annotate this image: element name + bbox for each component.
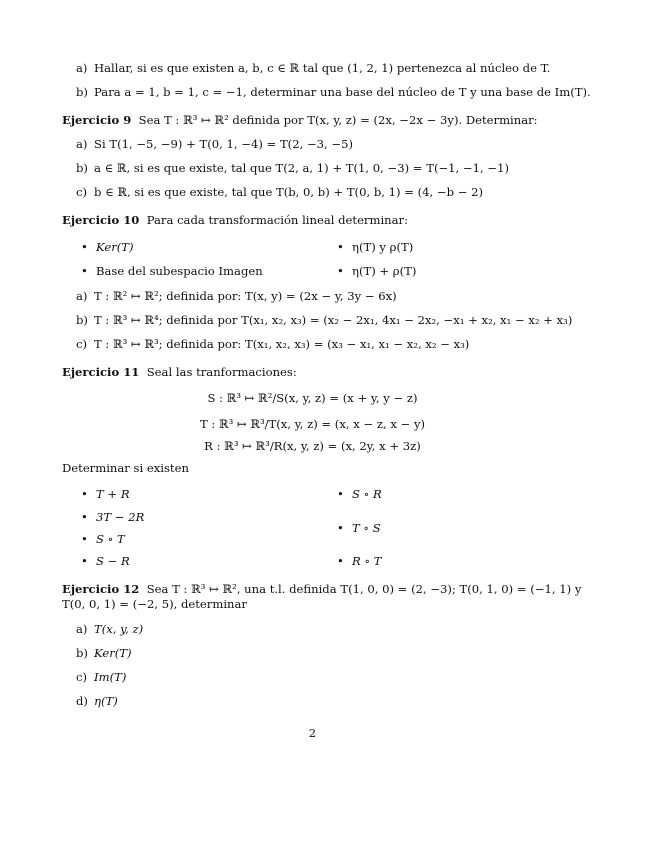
item-label: c) — [76, 670, 88, 684]
ej12-item-a — [76, 623, 143, 637]
ej11-bullet-s-o-r — [337, 488, 382, 502]
item-label: d) — [76, 694, 88, 708]
item-text: b ∈ ℝ, si es que existe, tal que T(b, 0, b) + T(0, b, 1) = (4, −b − 2) — [94, 185, 483, 199]
item-label: b) — [76, 313, 88, 327]
ej11-title: Ejercicio 11 — [62, 365, 140, 379]
ej10-bullet-eta-rho — [337, 241, 413, 255]
ej11-equation-r — [0, 440, 625, 454]
item-text: Hallar, si es que existen a, b, c ∈ ℝ tal que (1, 2, 1) pertenezca al núcleo de T. — [94, 61, 551, 75]
ej11-bullet-s-o-t — [81, 533, 125, 547]
equation-text: R : ℝ³ ↦ ℝ³/R(x, y, z) = (x, 2y, x + 3z) — [204, 439, 421, 453]
item-label: c) — [76, 337, 88, 351]
bullet-text: 3T − 2R — [96, 510, 145, 524]
ej9-statement: Sea T : ℝ³ ↦ ℝ² definida por T(x, y, z) = (2x, −2x − 3y). Determinar: — [138, 113, 538, 127]
bullet-text: T ∘ S — [352, 521, 381, 535]
bullet-icon: • — [81, 532, 88, 546]
item-label: c) — [76, 185, 88, 199]
bullet-icon: • — [81, 510, 88, 524]
bullet-icon: • — [81, 264, 88, 278]
ej10-statement: Para cada transformación lineal determinar: — [146, 213, 408, 227]
ej11-heading — [62, 366, 297, 380]
bullet-icon: • — [81, 240, 88, 254]
equation-text: T : ℝ³ ↦ ℝ³/T(x, y, z) = (x, x − z, x − y) — [199, 417, 426, 431]
bullet-icon: • — [337, 487, 344, 501]
ej11-bullet-t-o-s — [337, 522, 381, 536]
bullet-icon: • — [337, 264, 344, 278]
bullet-text: η(T) y ρ(T) — [352, 240, 414, 254]
bullet-text: S − R — [96, 554, 130, 568]
ej11-determine: Determinar si existen — [62, 461, 189, 475]
bullet-text: η(T) + ρ(T) — [352, 264, 417, 278]
top-item-b — [76, 86, 591, 100]
ej10-bullet-sum — [337, 265, 416, 279]
item-text: T : ℝ² ↦ ℝ²; definida por: T(x, y) = (2x − y, 3y − 6x) — [94, 289, 397, 303]
item-text: Para a = 1, b = 1, c = −1, determinar una base del núcleo de T y una base de Im(T). — [94, 85, 591, 99]
ej10-heading — [62, 214, 408, 228]
ej10-title: Ejercicio 10 — [62, 213, 140, 227]
bullet-text: R ∘ T — [352, 554, 382, 568]
ej10-bullet-ker — [81, 241, 134, 255]
ej11-statement: Seal las tranformaciones: — [146, 365, 297, 379]
equation-text: S : ℝ³ ↦ ℝ²/S(x, y, z) = (x + y, y − z) — [207, 391, 418, 405]
bullet-text: S ∘ R — [352, 487, 382, 501]
ej11-bullet-t-plus-r — [81, 488, 130, 502]
item-text: Ker(T) — [94, 646, 132, 660]
bullet-text: Ker(T) — [96, 240, 134, 254]
ej11-bullet-3t-2r — [81, 511, 144, 525]
ej11-equation-t — [0, 418, 625, 432]
item-text: T : ℝ³ ↦ ℝ⁴; definida por T(x₁, x₂, x₃) = (x₂ − 2x₁, 4x₁ − 2x₂, −x₁ + x₂, x₁ − x₂ + x₃) — [94, 313, 573, 327]
bullet-text: S ∘ T — [96, 532, 125, 546]
item-label: a) — [76, 137, 88, 151]
item-text: T(x, y, z) — [94, 622, 144, 636]
item-text: η(T) — [94, 694, 118, 708]
top-item-a — [76, 62, 550, 76]
item-label: b) — [76, 646, 88, 660]
ej12-statement-line2: T(0, 0, 1) = (−2, 5), determinar — [62, 597, 247, 611]
ej12-title: Ejercicio 12 — [62, 582, 140, 596]
item-label: b) — [76, 85, 88, 99]
ej9-item-b — [76, 162, 509, 176]
ej9-heading — [62, 114, 538, 128]
ej11-bullet-s-minus-r — [81, 555, 130, 569]
ej11-equation-s — [0, 392, 625, 406]
bullet-icon: • — [81, 487, 88, 501]
item-label: a) — [76, 622, 88, 636]
bullet-icon: • — [337, 554, 344, 568]
ej9-item-c — [76, 186, 483, 200]
bullet-icon: • — [337, 240, 344, 254]
ej11-bullet-r-o-t — [337, 555, 382, 569]
ej9-title: Ejercicio 9 — [62, 113, 132, 127]
ej10-item-c — [76, 338, 469, 352]
ej10-item-b — [76, 314, 572, 328]
bullet-icon: • — [81, 554, 88, 568]
bullet-text: T + R — [96, 487, 130, 501]
ej12-statement-1: Sea T : ℝ³ ↦ ℝ², una t.l. definida T(1, 0, 0) = (2, −3); T(0, 1, 0) = (−1, 1) y — [146, 582, 582, 596]
ej9-item-a — [76, 138, 353, 152]
item-label: b) — [76, 161, 88, 175]
ej12-item-b — [76, 647, 132, 661]
bullet-text: Base del subespacio Imagen — [96, 264, 263, 278]
ej12-item-c — [76, 671, 126, 685]
ej12-heading — [62, 583, 581, 597]
bullet-icon: • — [337, 521, 344, 535]
ej10-bullet-base — [81, 265, 263, 279]
item-label: a) — [76, 61, 88, 75]
page-number: 2 — [308, 726, 317, 740]
item-text: Im(T) — [94, 670, 127, 684]
ej12-item-d — [76, 695, 118, 709]
item-text: Si T(1, −5, −9) + T(0, 1, −4) = T(2, −3, −5) — [94, 137, 354, 151]
item-label: a) — [76, 289, 88, 303]
ej10-item-a — [76, 290, 397, 304]
item-text: a ∈ ℝ, si es que existe, tal que T(2, a, 1) + T(1, 0, −3) = T(−1, −1, −1) — [94, 161, 510, 175]
item-text: T : ℝ³ ↦ ℝ³; definida por: T(x₁, x₂, x₃) = (x₃ − x₁, x₁ − x₂, x₂ − x₃) — [94, 337, 470, 351]
